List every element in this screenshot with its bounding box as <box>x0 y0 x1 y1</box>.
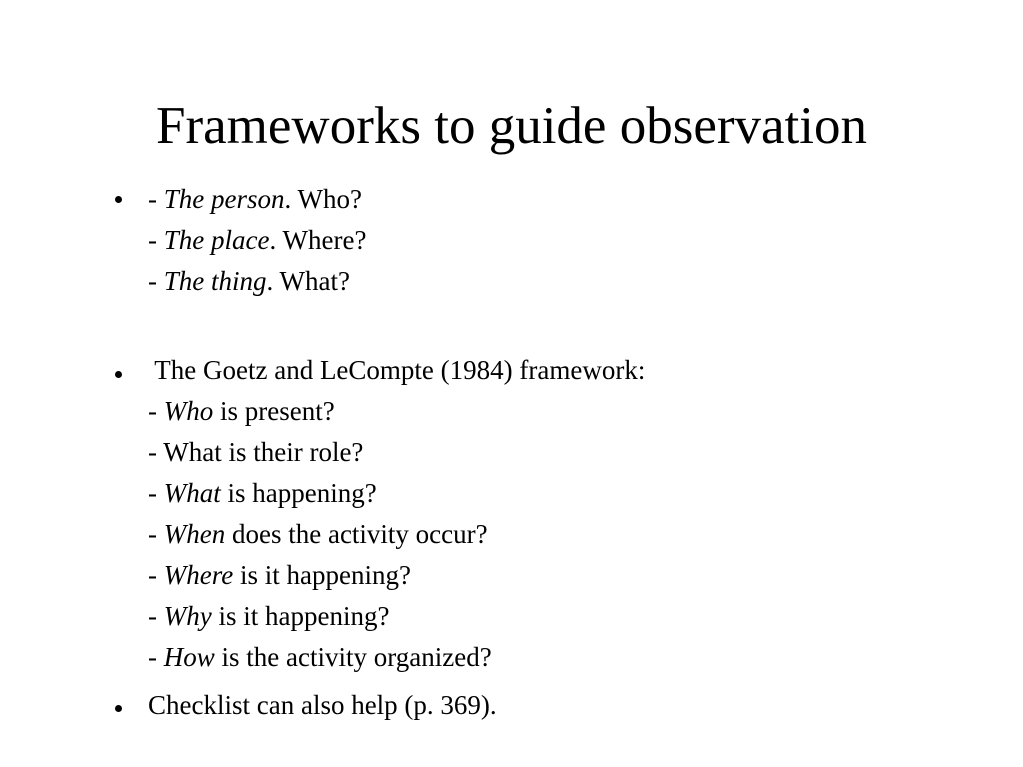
list-item: - The person. Who? <box>148 184 362 214</box>
list-item: - When does the activity occur? <box>148 519 488 549</box>
list-item: - Who is present? <box>148 396 335 426</box>
list-item: - The thing. What? <box>148 266 350 296</box>
list-item: - What is their role? <box>148 437 364 467</box>
list-item: Checklist can also help (p. 369). <box>148 690 497 720</box>
list-item: - The place. Where? <box>148 225 367 255</box>
list-item: - How is the activity organized? <box>148 642 492 672</box>
slide-title: Frameworks to guide observation <box>156 97 867 155</box>
list-item: - Where is it happening? <box>148 560 411 590</box>
list-heading: The Goetz and LeCompte (1984) framework: <box>148 355 646 385</box>
list-item: - Why is it happening? <box>148 601 390 631</box>
list-item: - What is happening? <box>148 478 377 508</box>
